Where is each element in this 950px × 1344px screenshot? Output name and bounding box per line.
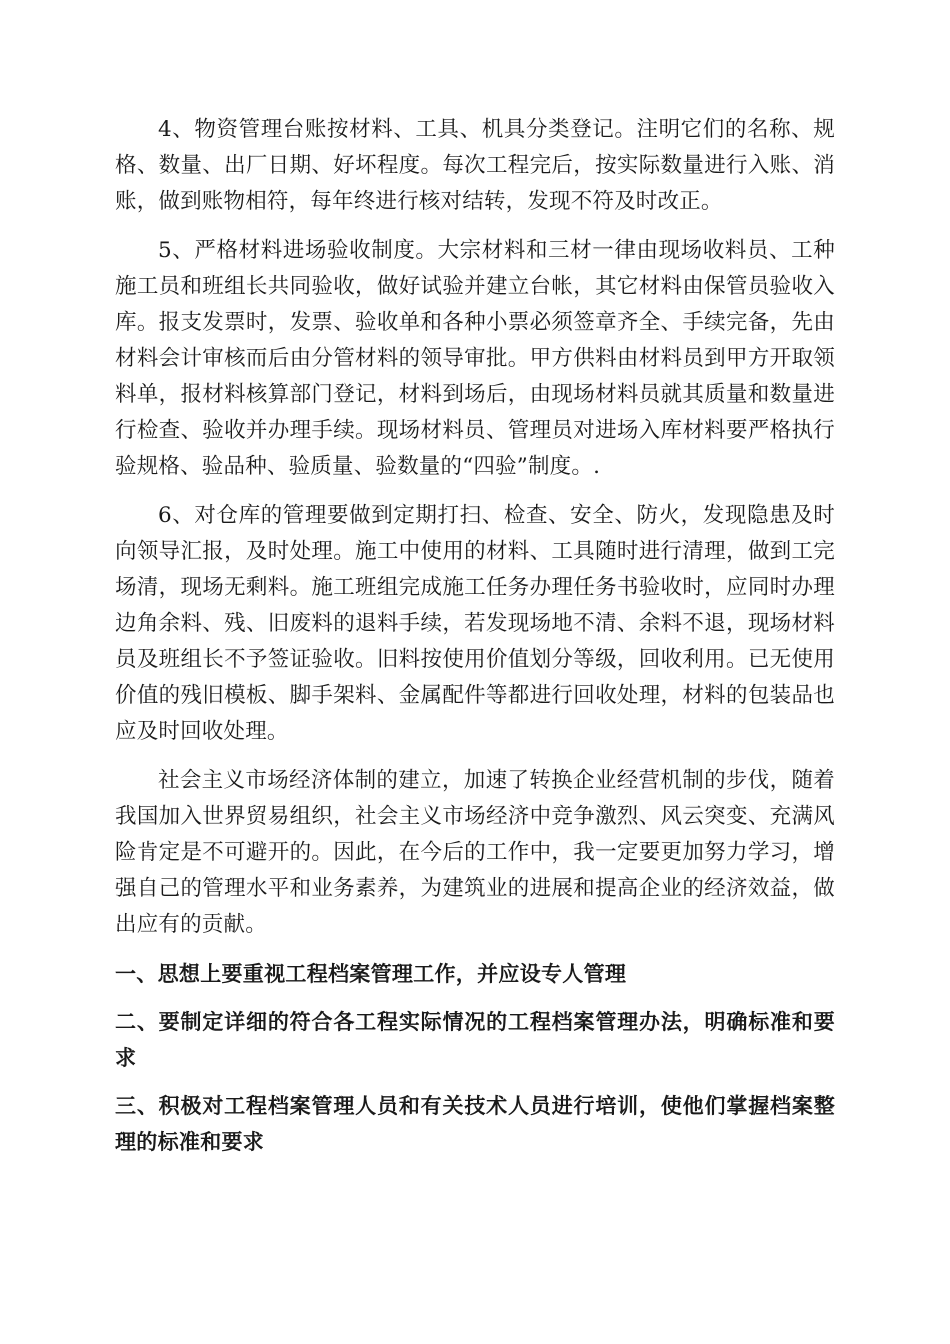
paragraph-material-ledger: 4、物资管理台账按材料、工具、机具分类登记。注明它们的名称、规格、数量、出厂日期、好坏程度。每次工程完后，按实际数量进行入账、消账，做到账物相符，每年终进行核对结转，发现不符及时改正。	[115, 117, 835, 214]
heading-archive-3: 三、积极对工程档案管理人员和有关技术人员进行培训，使他们掌握档案整理的标准和要求	[115, 1094, 835, 1154]
heading-archive-1: 一、思想上要重视工程档案管理工作，并应设专人管理	[115, 962, 627, 986]
document-page	[115, 112, 835, 1172]
paragraph-conclusion: 社会主义市场经济体制的建立，加速了转换企业经营机制的步伐，随着我国加入世界贸易组织，社会主义市场经济中竞争激烈、风云突变、充满风险肯定是不可避开的。因此，在今后的工作中，我一定要更加努力学习，增强自己的管理水平和业务素养，为建筑业的进展和提高企业的经济效益，做出应有的贡献。	[115, 768, 835, 937]
paragraph-material-acceptance: 5、严格材料进场验收制度。大宗材料和三材一律由现场收料员、工种施工员和班组长共同验收，做好试验并建立台帐，其它材料由保管员验收入库。报支发票时，发票、验收单和各种小票必须签章齐全、手续完备，先由材料会计审核而后由分管材料的领导审批。甲方供料由材料员到甲方开取领料单，报材料核算部门登记，材料到场后，由现场材料员就其质量和数量进行检查、验收并办理手续。现场材料员、管理员对进场入库材料要严格执行验规格、验品种、验质量、验数量的“四验”制度。.	[115, 238, 835, 479]
paragraph-warehouse-management: 6、对仓库的管理要做到定期打扫、检查、安全、防火，发现隐患及时向领导汇报，及时处理。施工中使用的材料、工具随时进行清理，做到工完场清，现场无剩料。施工班组完成施工任务办理任务书验收时，应同时办理边角余料、残、旧废料的退料手续，若发现场地不清、余料不退，现场材料员及班组长不予签证验收。旧料按使用价值划分等级，回收利用。已无使用价值的残旧模板、脚手架料、金属配件等都进行回收处理，材料的包装品也应及时回收处理。	[115, 503, 835, 744]
heading-archive-2: 二、要制定详细的符合各工程实际情况的工程档案管理办法，明确标准和要求	[115, 1010, 835, 1070]
